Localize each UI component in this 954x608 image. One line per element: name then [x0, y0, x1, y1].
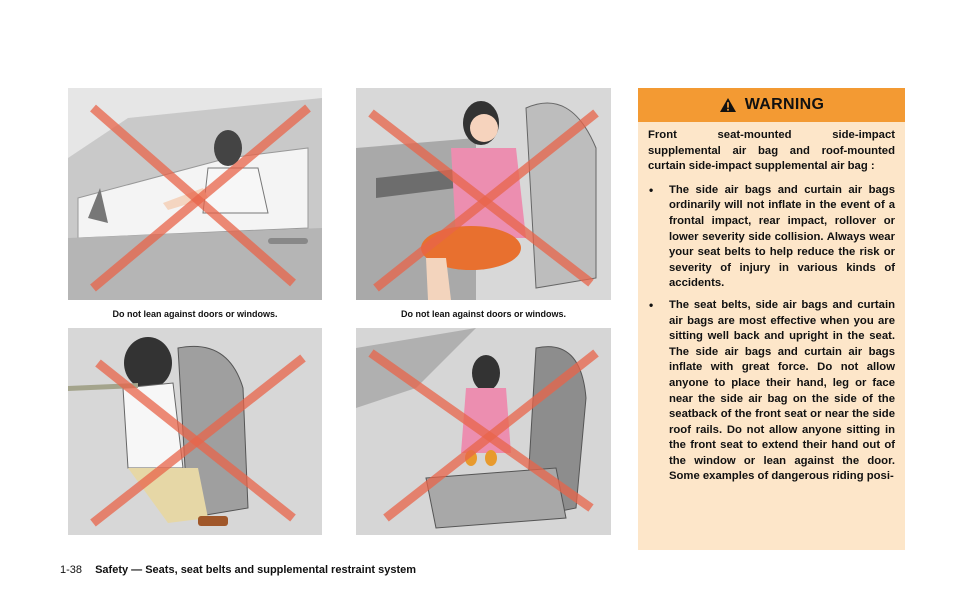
figure-child-seat: [356, 328, 611, 535]
figure-lean-door: [68, 88, 322, 300]
prohibited-x-icon: [68, 88, 322, 300]
warning-intro: Front seat-mounted side-impact supplemental air bag and roof-mounted curtain side-impact supplemental air bag :: [648, 129, 895, 173]
figure-caption: Do not lean against doors or windows.: [112, 309, 278, 319]
warning-header: [638, 88, 905, 122]
figure-kneel-seat: [68, 328, 322, 535]
prohibited-x-icon: [68, 328, 322, 535]
warning-body: [638, 122, 905, 485]
page-number: 1-38: [60, 564, 83, 576]
warning-title: WARNING: [744, 96, 825, 113]
warning-bullet: • The side air bags and curtain air bags ordinarily will not inflate in the event of a frontal impact, rear impact, rollover or lower severity side collision. Always wear your seat belts to help reduce the risk or severity of injury in various kinds of accidents.: [648, 183, 895, 292]
warning-bullet: • The seat belts, side air bags and curtain air bags are most effective when you are sitting well back and upright in the seat. The side air bags and curtain air bags inflate with great force. Do not allow anyone to place their hand, leg or face near the side air bag on the side of the seatback of the front seat or near the side roof rails. Do not allow anyone sitting in the front seat to extend their hand out of the window or lean against the door. Some examples of dangerous riding posi-: [648, 298, 895, 485]
prohibited-x-icon: [356, 328, 611, 535]
section-title: Safety — Seats, seat belts and supplemental restraint system: [95, 564, 417, 576]
page-footer: [60, 564, 416, 576]
warning-triangle-icon: [719, 97, 737, 113]
warning-list: [648, 183, 895, 485]
prohibited-x-icon: [356, 88, 611, 300]
figure-caption: Do not lean against doors or windows.: [400, 309, 566, 319]
figure-girl-seat: [356, 88, 611, 300]
warning-box: [638, 88, 905, 550]
